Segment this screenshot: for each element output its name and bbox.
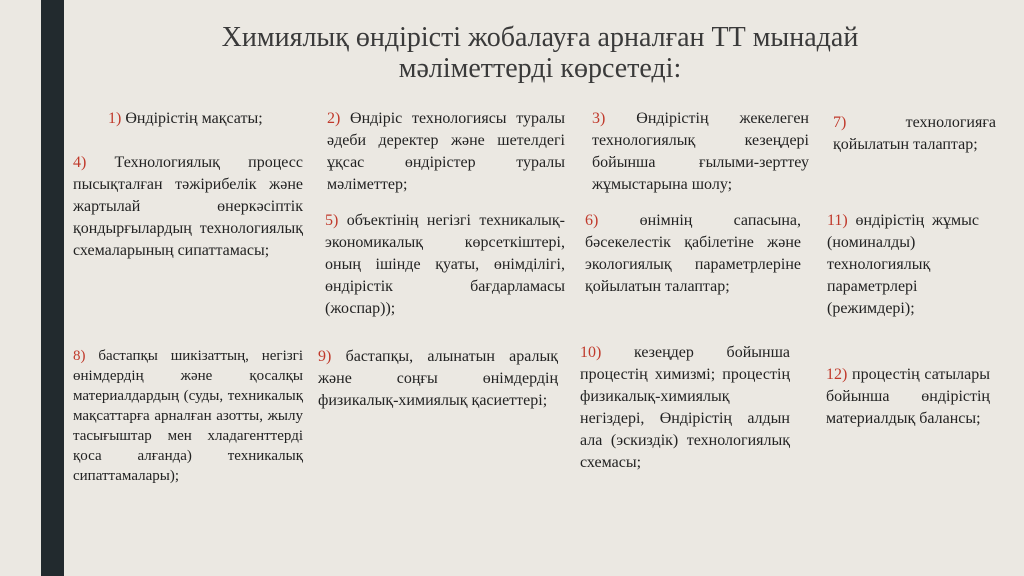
item-11-text: өндірістің жұмыс (номиналды) технологиялық параметрлері (режимдері); (827, 212, 979, 317)
item-10-text: кезеңдер бойынша процестің химизмі; процестің физикалық-химиялық негіздері, Өндірістің алдын ала (эскиздік) технологиялық схемасы; (580, 344, 790, 471)
item-2-text: Өндіріс технологиясы туралы әдеби деректер және шетелдегі ұқсас өндірістер туралы мәліметтер; (327, 110, 565, 193)
item-7-text: технологияға қойылатын талаптар; (833, 114, 996, 153)
side-accent-bar (41, 0, 64, 576)
item-8-text: бастапқы шикізаттың, негізгі өнімдердің және қосалқы материалдардың (суды, техникалық мақсаттарға арналған азотты, жылу тасығыштар мен хладагенттерді қоса алғанда) техникалық сипаттамалары); (73, 348, 303, 484)
item-9-text: бастапқы, алынатын аралық және соңғы өнімдердің физикалық-химиялық қасиеттері; (318, 348, 558, 409)
item-3-text: Өндірістің жекелеген технологиялық кезеңдері бойынша ғылыми-зерттеу жұмыстарына шолу; (592, 110, 809, 193)
item-11 (827, 210, 979, 320)
item-11-number: 11) (827, 212, 848, 229)
item-1-text: Өндірістің мақсаты; (121, 110, 263, 127)
title-line-2: мәліметтерді көрсетеді: (398, 53, 682, 84)
item-12 (826, 364, 990, 430)
item-10 (580, 342, 790, 474)
item-4-text: Технологиялық процесс пысықталған тәжірибелік және жартылай өнеркәсіптік қондырғылардың технологиялық схемаларының сипаттамасы; (73, 154, 303, 259)
item-5-text: объектінің негізгі техникалық-экономикалық көрсеткіштері, оның ішінде қуаты, өнімділігі, өндірістік бағдарламасы (жоспар)); (325, 212, 565, 317)
item-8 (73, 346, 303, 486)
item-1-number: 1) (108, 110, 122, 127)
item-12-text: процестің сатылары бойынша өндірістің материалдық балансы; (826, 366, 990, 427)
item-6-text: өнімнің сапасына, бәсекелестік қабілетіне және экологиялық параметрлеріне қойылатын талаптар; (585, 212, 801, 295)
item-3-number: 3) (592, 110, 606, 127)
item-10-number: 10) (580, 344, 602, 361)
item-2-number: 2) (327, 110, 341, 127)
item-1 (108, 108, 308, 130)
item-4-number: 4) (73, 154, 87, 171)
item-5-number: 5) (325, 212, 339, 229)
item-7-number: 7) (833, 114, 847, 131)
item-8-number: 8) (73, 348, 86, 364)
item-6 (585, 210, 801, 298)
item-6-number: 6) (585, 212, 599, 229)
item-9 (318, 346, 558, 412)
item-5 (325, 210, 565, 320)
item-4 (73, 152, 303, 262)
title-line-1: Химиялық өндірісті жобалауға арналған ТТ мынадай (221, 22, 859, 53)
item-9-number: 9) (318, 348, 332, 365)
item-3 (592, 108, 809, 196)
item-12-number: 12) (826, 366, 848, 383)
item-7 (833, 112, 996, 156)
item-2 (327, 108, 565, 196)
slide-title (150, 22, 930, 84)
